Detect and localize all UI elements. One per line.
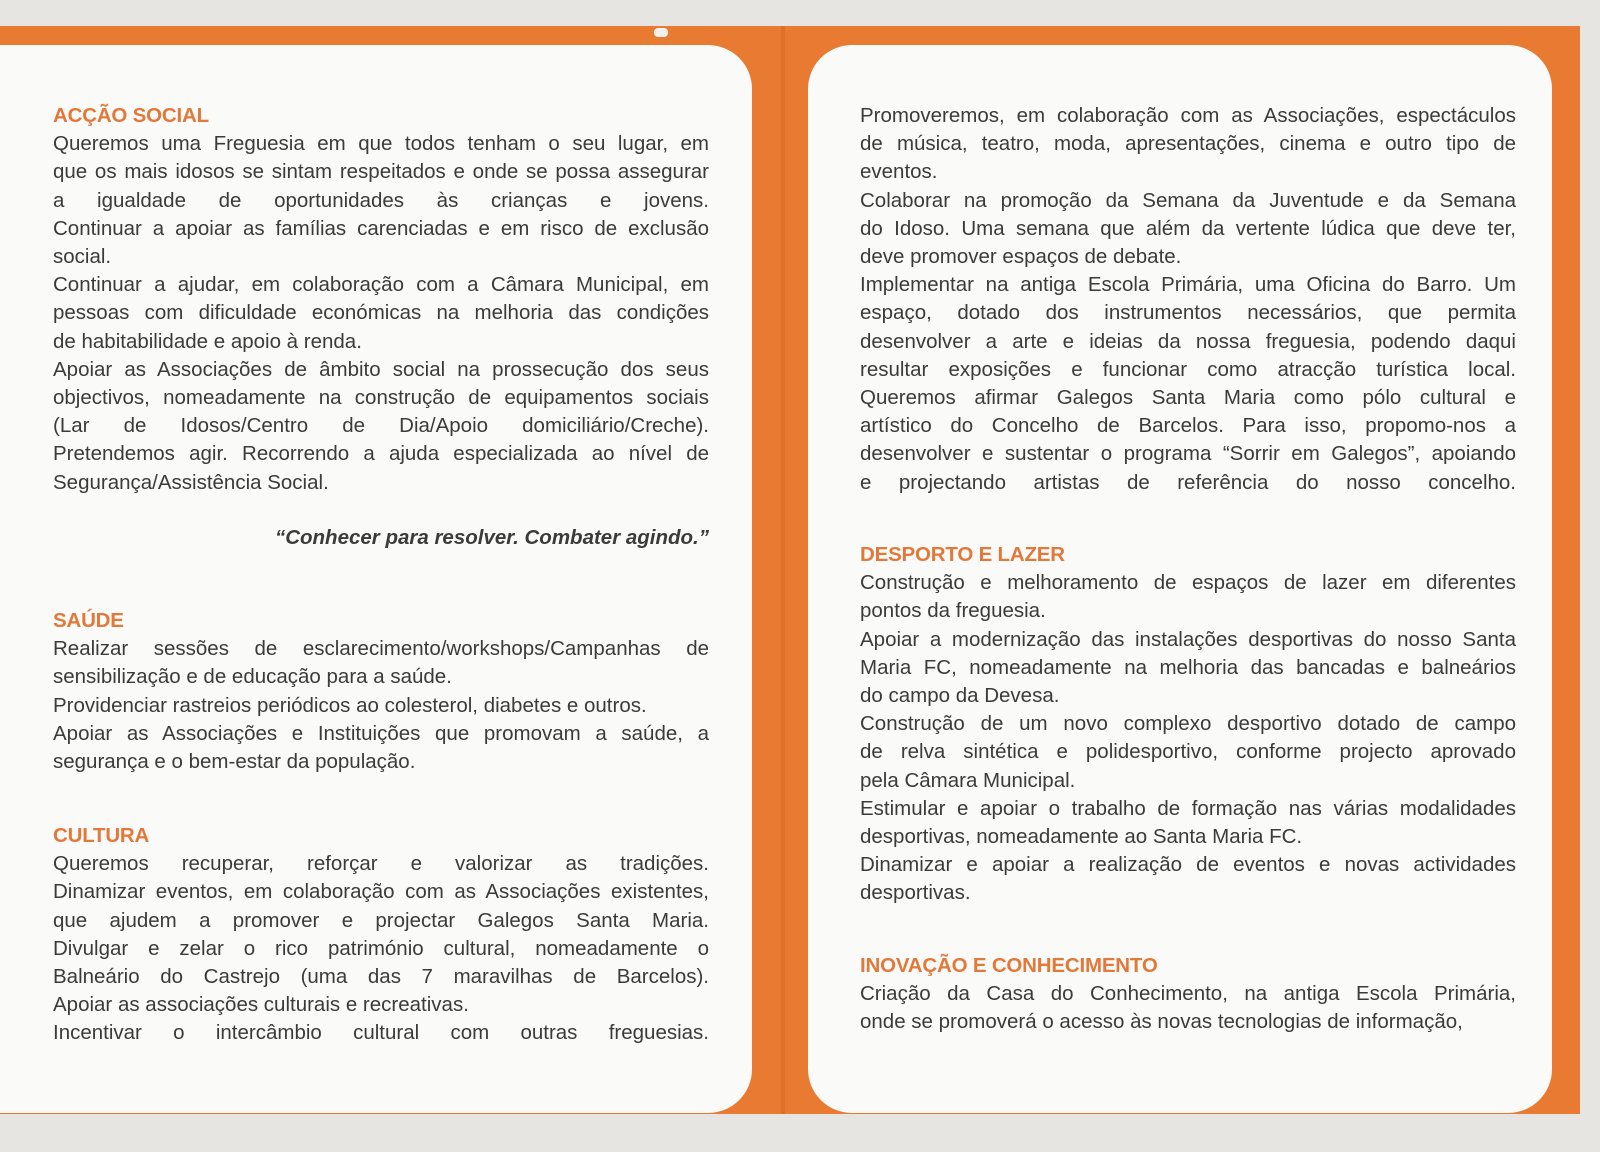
text-line	[53, 215, 709, 243]
text-line	[53, 907, 709, 935]
paragraph	[53, 271, 709, 356]
text-line	[860, 1008, 1516, 1036]
section-heading: INOVAÇÃO E CONHECIMENTO	[860, 954, 1158, 977]
text-line	[860, 569, 1516, 597]
paragraph	[860, 271, 1516, 497]
text-line-content: Promoveremos, em colaboração com as Associações, espectáculos	[860, 104, 1516, 127]
paragraph	[53, 850, 709, 1019]
text-line-content: Pretendemos agir. Recorrendo a ajuda especializada ao nível de	[53, 442, 709, 466]
text-line	[860, 299, 1516, 327]
text-line-content: e projectando artistas de referência do nosso concelho.	[860, 470, 1516, 494]
paragraph	[53, 1019, 709, 1047]
text-line-content: desenvolver a arte e ideias da nossa freguesia, podendo daqui	[860, 329, 1516, 353]
text-line-content: resultar exposições e funcionar como atracção turística local.	[860, 357, 1516, 381]
text-line	[53, 299, 709, 327]
text-line-content: Construção e melhoramento de espaços de lazer em diferentes	[860, 571, 1516, 595]
text-line-content: social.	[53, 245, 112, 269]
text-line-content: artístico do Concelho de Barcelos. Para isso, propomo-nos a	[860, 414, 1516, 438]
text-line	[860, 243, 1516, 271]
text-line-content: (Lar de Idosos/Centro de Dia/Apoio domiciliário/Creche).	[53, 414, 709, 438]
text-line	[860, 738, 1516, 766]
text-line-content: Queremos recuperar, reforçar e valorizar as tradições.	[53, 852, 709, 876]
section-heading: CULTURA	[53, 824, 150, 847]
text-line-content: de relva sintética e polidesportivo, conforme projecto aprovado	[860, 740, 1516, 764]
paragraph	[860, 626, 1516, 711]
text-line	[860, 823, 1516, 851]
text-line-content: Incentivar o intercâmbio cultural com outras freguesias.	[53, 1021, 709, 1045]
text-line-content: Maria FC, nomeadamente na melhoria das bancadas e balneários	[860, 655, 1516, 679]
text-line-content: Estimular e apoiar o trabalho de formação nas várias modalidades	[860, 796, 1516, 820]
text-line-content: Colaborar na promoção da Semana da Juventude e da Semana	[860, 188, 1516, 212]
text-line	[860, 597, 1516, 625]
text-line-content: Continuar a ajudar, em colaboração com a Câmara Municipal, em	[53, 273, 709, 297]
text-line-content: Apoiar as associações culturais e recreativas.	[53, 993, 469, 1017]
text-line	[860, 710, 1516, 738]
text-line	[53, 850, 709, 878]
section-desporto-e-lazer	[860, 541, 1516, 908]
text-line-content: deve promover espaços de debate.	[860, 245, 1182, 269]
text-line	[860, 187, 1516, 215]
paragraph	[53, 720, 709, 776]
text-line-content: pontos da freguesia.	[860, 599, 1046, 623]
text-line	[53, 878, 709, 906]
text-line-content: Criação da Casa do Conhecimento, na antiga Escola Primária,	[860, 982, 1516, 1006]
text-line	[53, 692, 709, 720]
text-line-content: Queremos uma Freguesia em que todos tenham o seu lugar, em	[53, 132, 709, 156]
paragraph	[860, 795, 1516, 851]
text-line	[53, 469, 709, 497]
text-line-content: Apoiar a modernização das instalações desportivas do nosso Santa	[860, 627, 1516, 651]
text-line-content: Dinamizar eventos, em colaboração com as Associações existentes,	[53, 880, 709, 904]
paragraph	[53, 692, 709, 720]
section-accao-social	[53, 102, 709, 497]
text-line-content: desportivas.	[860, 881, 971, 905]
text-line	[860, 384, 1516, 412]
text-line	[860, 440, 1516, 468]
text-line	[53, 187, 709, 215]
text-line	[860, 682, 1516, 710]
text-line-content: pessoas com dificuldade económicas na melhoria das condições	[53, 301, 709, 325]
text-line	[860, 469, 1516, 497]
text-line-content: Providenciar rastreios periódicos ao colesterol, diabetes e outros.	[53, 693, 647, 717]
section-heading: SAÚDE	[53, 609, 124, 632]
text-line-content: objectivos, nomeadamente na construção de equipamentos sociais	[53, 386, 709, 410]
text-line-content: eventos.	[860, 160, 938, 184]
text-line	[860, 158, 1516, 186]
text-line-content: Apoiar as Associações e Instituições que promovam a saúde, a	[53, 721, 709, 745]
paragraph	[860, 851, 1516, 907]
page-fold	[781, 26, 785, 1114]
text-line	[860, 654, 1516, 682]
text-line-content: Balneário do Castrejo (uma das 7 maravilhas de Barcelos).	[53, 965, 709, 989]
text-line-content: Dinamizar e apoiar a realização de eventos e novas actividades	[860, 853, 1516, 877]
text-line-content: Continuar a apoiar as famílias carenciadas e em risco de exclusão	[53, 216, 709, 240]
text-line-content: do Idoso. Uma semana que além da vertente lúdica que deve ter,	[860, 216, 1516, 240]
paragraph	[53, 356, 709, 497]
text-line	[53, 935, 709, 963]
text-line-content: a igualdade de oportunidades às crianças e jovens.	[53, 188, 709, 212]
text-line-content: desenvolver e sustentar o programa “Sorrir em Galegos”, apoiando	[860, 442, 1516, 466]
text-line	[860, 626, 1516, 654]
text-line	[860, 356, 1516, 384]
text-line	[53, 384, 709, 412]
text-line	[860, 215, 1516, 243]
text-line	[860, 412, 1516, 440]
section-cultura	[53, 822, 709, 1048]
text-line	[53, 271, 709, 299]
paragraph	[860, 980, 1516, 1036]
text-line	[860, 980, 1516, 1008]
text-line-content: que ajudem a promover e projectar Galegos Santa Maria.	[53, 908, 709, 932]
text-line	[860, 271, 1516, 299]
text-line	[53, 130, 709, 158]
paragraph	[860, 187, 1516, 272]
section-heading: DESPORTO E LAZER	[860, 543, 1065, 566]
text-line	[53, 663, 709, 691]
text-line	[53, 748, 709, 776]
text-line-content: onde se promoverá o acesso às novas tecnologias de informação,	[860, 1010, 1463, 1034]
text-line-content: Segurança/Assistência Social.	[53, 470, 329, 494]
paragraph	[860, 569, 1516, 625]
text-line	[860, 328, 1516, 356]
text-line-content: Apoiar as Associações de âmbito social na prossecução dos seus	[53, 357, 709, 381]
text-line	[53, 720, 709, 748]
text-line-content: desportivas, nomeadamente ao Santa Maria FC.	[860, 825, 1303, 849]
text-line-content: de música, teatro, moda, apresentações, cinema e outro tipo de	[860, 132, 1516, 156]
paragraph	[860, 102, 1516, 187]
text-line	[53, 243, 709, 271]
text-line	[53, 412, 709, 440]
text-line	[53, 1019, 709, 1047]
text-line-content: do campo da Devesa.	[860, 684, 1060, 708]
text-line-content: segurança e o bem-estar da população.	[53, 750, 416, 774]
text-line	[53, 158, 709, 186]
text-line	[860, 102, 1516, 130]
text-line	[860, 130, 1516, 158]
paragraph	[53, 130, 709, 271]
text-line	[860, 851, 1516, 879]
text-line-content: pela Câmara Municipal.	[860, 768, 1076, 792]
text-line-content: espaço, dotado dos instrumentos necessários, que permita	[860, 301, 1516, 325]
text-line-content: Construção de um novo complexo desportivo dotado de campo	[860, 712, 1516, 736]
section-heading: ACÇÃO SOCIAL	[53, 104, 209, 127]
paragraph	[860, 710, 1516, 795]
text-line-content: Queremos afirmar Galegos Santa Maria como pólo cultural e	[860, 386, 1516, 410]
text-line	[860, 879, 1516, 907]
section-inovacao-e-conhecimento	[860, 952, 1516, 1037]
text-line	[53, 635, 709, 663]
text-line	[53, 991, 709, 1019]
section-saude	[53, 607, 709, 776]
text-line	[860, 767, 1516, 795]
text-line	[860, 795, 1516, 823]
text-line-content: de habitabilidade e apoio à renda.	[53, 329, 362, 353]
text-line	[53, 440, 709, 468]
paragraph	[53, 635, 709, 691]
text-line-content: Divulgar e zelar o rico património cultural, nomeadamente o	[53, 936, 709, 960]
text-line	[53, 356, 709, 384]
text-line-content: sensibilização e de educação para a saúde.	[53, 665, 452, 689]
text-line-content: Realizar sessões de esclarecimento/workshops/Campanhas de	[53, 637, 709, 661]
section-cultura-continued	[860, 102, 1516, 497]
text-line-content: que os mais idosos se sintam respeitados e onde se possa assegurar	[53, 160, 709, 184]
motto-quote: “Conhecer para resolver. Combater agindo.”	[274, 526, 709, 549]
text-line	[53, 963, 709, 991]
text-line-content: Implementar na antiga Escola Primária, uma Oficina do Barro. Um	[860, 273, 1516, 297]
paper-speck	[654, 28, 668, 37]
text-line	[53, 328, 709, 356]
